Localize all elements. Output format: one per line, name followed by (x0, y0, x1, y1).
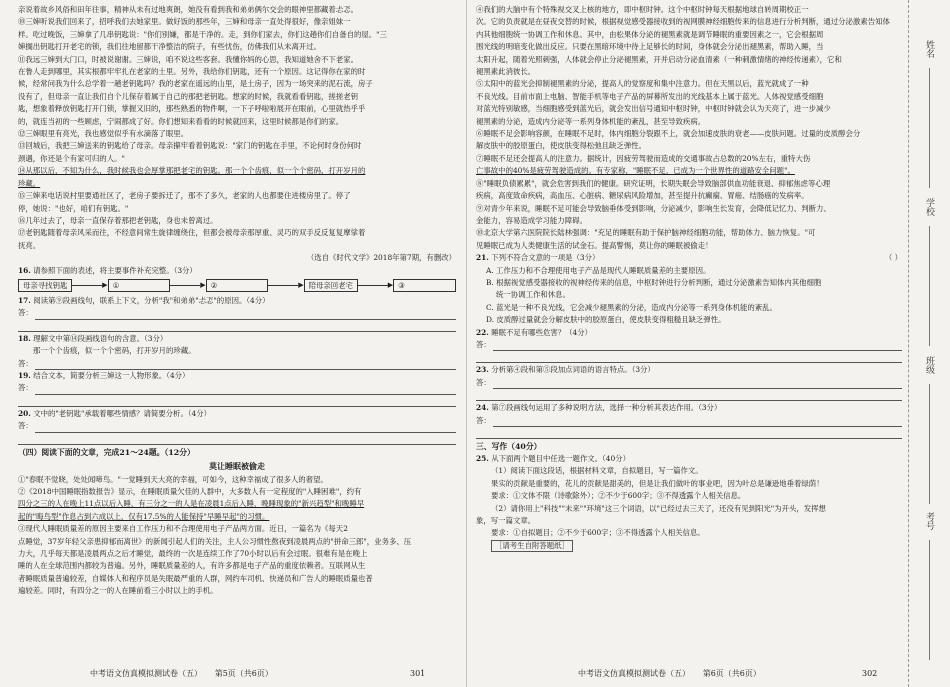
answer-line[interactable] (18, 358, 456, 370)
article-line: 金能力，容易造成学习能力障碍。 (476, 215, 587, 225)
question-number: 25. (476, 454, 489, 463)
answer-label: 答： (476, 415, 491, 425)
question-number: 21. (476, 253, 489, 263)
text-line: 匙，想象着释放钥匙打开门锁，掌握又旧的，那些熟悉的物件啊，一下子呼啦啦展开在眼前，心里就热乎乎 (18, 104, 366, 114)
article-line: 点睡觉，37岁年轻父亲患抑郁而离世》的新闻引起人们的关注，主人公习惯性熬夜到凌晨两点的"拼命三郎"，业务多、压 (18, 536, 412, 546)
question-18-text: 理解文中第⑭段画线语句的含意。（3分） (33, 333, 168, 343)
question-17-text: 阅读第⑨段画线句，联系上下文，分析"我"和弟弟"忐忑"的原因。（4分） (33, 295, 270, 305)
text-line: ⑪我远三婶到大门口，时被说谢谢。三婶说，咱不说这些客套。我懂你妈的心思，我知道她舍不下老家。 (18, 54, 358, 64)
text-line: 的，就连当初的一些顾虑，宁闹都成了好。你们想知来看看的时候就回来，这里时候都是你们的家。 (18, 116, 344, 126)
text-line: ⑯几年过去了，母亲一直保存着那把老钥匙，身也未曾离过。 (18, 215, 218, 225)
text-line: ⑬回城后，我把三婶送来的钥匙给了母亲。母亲攥牢看着钥匙说："家门的钥匙在手里，不论何时身份何时 (18, 141, 362, 151)
answer-line[interactable] (18, 382, 456, 394)
option-b[interactable]: B. 根据视觉感受器接收的视神经传来的信息，中枢时钟进行分析判断，通过分泌激素告知体内其他细胞 (486, 277, 822, 287)
question-25-text: 从下面两个题目中任选一题作文。（40分） (491, 454, 630, 463)
article-line: 睡的人在全球范围内都较为普遍。另外，睡眠质量差的人，有许多都是电子产品的重度依赖者。互联网从生 (18, 561, 366, 571)
article-line: 对蓝光特别敏感，当细胞感受到蓝光后，就会发出信号通知中枢时钟，中枢时钟就会认为天亮了，进一步减少 (476, 104, 831, 114)
article-line: 四分之三的人在晚上11点以后入睡，有三分之一的人是在凌晨1点后入睡，晚睡现象的"新兴趋型"和晚睡早 (18, 499, 365, 509)
article-title: 莫让睡眠被偷走 (209, 460, 265, 471)
arrow-icon: ▶ (170, 282, 205, 289)
answer-line[interactable] (476, 389, 902, 401)
question-number: 20. (18, 408, 31, 418)
article-line: 遍较差。同时，有四分之一的人在睡前看三小时以上的手机。 (18, 586, 218, 596)
question-16-text: 请参照下面的表述，将主要事件补充完整。（3分） (33, 265, 197, 275)
question-number: 22. (476, 327, 489, 337)
answer-line[interactable] (476, 415, 902, 427)
flow-blank-2[interactable]: ② (206, 279, 269, 292)
article-line: 褪黑素的分泌，造成内分泌等一系列身体机能的紊乱，甚至导致疾病。 (476, 116, 706, 126)
article-line: ⑨对青少年来说，睡眠不足可能会导致脑垂体受到影响，分泌减少，影响生长发育，会降低记忆力、判断力、 (476, 203, 831, 213)
quoted-sentence: 那一个个齿痕，似一个个密码，打开岁月的珍藏。 (33, 346, 196, 356)
flow-box-start: 母亲寻找钥匙 (18, 279, 72, 292)
flow-box-middle: 陪母亲回老宅 (304, 279, 358, 292)
arrow-icon: ▶ (72, 282, 107, 289)
answer-line[interactable] (18, 433, 456, 445)
article-line: ⑥睡眠不足会影响容颜，在睡眠不足时，体内细胞分裂跟不上，就会加速皮肤的衰老——皮肤问题。过量的皮质醇会分 (476, 129, 861, 139)
page-footer (90, 669, 273, 679)
class-field-label: 班级 (924, 356, 934, 374)
text-line: ⑰老钥匙随着母亲风采而往，不经意间常生旋律缠绕住，但都会被母亲那厚重、灵巧的双手反反复复摩挲着 (18, 228, 366, 238)
text-line: 在鲁人走到哪里，其实根都牢牢扎在老家的土里。另外，我给你们钥匙，还有一个原因。这记得你在家的时 (18, 67, 366, 77)
question-23-text: 分析第④段和第⑤段加点词语的语言特点。（3分） (491, 365, 655, 375)
article-line: 者睡眠质量普遍较差，自媒体人和程序员是失眠最严重的人群，网约车司机、快递员和广告人的睡眠质量也普 (18, 573, 373, 583)
footer-page: 第5页（共6页） (214, 669, 273, 678)
text-line: 颈遇，你还是个有家可归的人。" (18, 153, 125, 163)
underlined-line: 亡事故中的40%是疲劳驾驶造成的。有专家称，"睡眠不足，已成为一个世界性的道路安全问题"。 (476, 166, 795, 176)
text-line: ⑮三婶来电话说村里要通社区了，老房子要拆迁了，那不了多久，老家的人也都要住进楼房里了。停了 (18, 191, 351, 201)
article-line: 力大，几乎每天都是凌晨两点之后才睡觉，最终的一次是连续工作了70小时以后有会过眠。很难有是在晚上 (18, 549, 368, 559)
right-page (468, 0, 908, 687)
prompt-line: （1）阅读下面这段话，根据材料文章，自拟题目，写一篇作文。 (491, 466, 703, 476)
underlined-line: ⑭从那以后，不知为什么，我时候我也会厚掌那把老宅的钥匙。那一个个齿痕，似一个个密码，打开岁月的 (18, 166, 366, 176)
answer-paren[interactable]: （ ） (884, 253, 902, 263)
answer-label: 答： (18, 308, 33, 318)
exam-number-field[interactable] (929, 540, 930, 660)
arrow-icon: ▶ (358, 282, 393, 289)
prompt-line: 要求：①自拟题目；②不少于600字；③不得透露个人相关信息。 (491, 528, 705, 538)
text-line: 婶搁出钥匙打开老宅的锁，我们往地留都干净整洁的院子，有些忧伤，仿佛我们从未离开过。 (18, 42, 322, 52)
article-line: 解皮肤中的胶原蛋白，使皮肤变得松弛且缺乏弹性。 (476, 141, 646, 151)
article-line: ⑧"睡眠负债累累"，就会危害到我们的健康。研究证明，长期失眠会导致脑部供血功能衰退、抑郁焦虑等心理 (476, 178, 831, 188)
section-heading: （四）阅读下面的文章，完成21～24题。（12分） (18, 447, 195, 457)
page-number: 301 (410, 669, 426, 678)
footer-page: 第6页（共6页） (702, 669, 761, 678)
answer-label: 答： (18, 358, 33, 368)
article-line: 疾病，高度致命疾病，高血压、心脏病、糖尿病风险增加，甚至提升抗癫痫、胃癌、结肠癌的发病率。 (476, 191, 809, 201)
answer-line[interactable] (476, 351, 902, 363)
school-field-label: 学校 (924, 198, 934, 216)
underlined-line: 珍藏。 (18, 178, 41, 188)
answer-line[interactable] (18, 395, 456, 407)
class-field[interactable] (929, 384, 930, 504)
option-a[interactable]: A. 工作压力和不合理使用电子产品是现代人睡眠质量差的主要原因。 (486, 265, 711, 275)
article-line: ⑩北京大学第六医院院长陆林强调："充足的睡眠有助于保护脑神经细胞功能，帮助体力、脑力恢复。"可 (476, 228, 816, 238)
text-line: 候，经常问我为什么总学着一趟老钥匙吗？我的老家在遥远的山里，是土房子，因为一场突来的泥石流，房子 (18, 79, 373, 89)
answer-label: 答： (476, 377, 491, 387)
article-line: ③现代人睡眠质量差的原因主要来自工作压力和不合理使用电子产品两方面。近日，一篇名为《每天2 (18, 524, 348, 534)
article-line: 起的"晦鸟型"作息占到六成以上，仅有17.5%的人能保持"早睡早起"的习惯。 (18, 511, 270, 521)
question-number: 18. (18, 333, 31, 343)
article-line: ⑦睡眠不足还会提高人的注意力。据统计，因疲劳驾驶而造成的交通事故占总数的20%左右，重特大伤 (476, 153, 811, 163)
name-field[interactable] (929, 68, 930, 188)
prompt-line: 果实的贡献是重要的，花儿的贡献是甜美的，但是让我们做叶的事业吧，因为叶总是谦逊地垂着绿荫！ (491, 478, 824, 488)
article-line: ①"春眠不觉晓，处处闻啼鸟。"一觉睡到天大亮的幸福，可如今，这种幸福成了很多人的奢望。 (18, 474, 328, 484)
answer-label: 答： (476, 339, 491, 349)
question-22-text: 睡眠不足有哪些危害？（4分） (491, 327, 593, 337)
answer-line[interactable] (18, 307, 456, 319)
article-line: 内其他细胞统一协调工作和休息。其中，由松果体分泌的褪黑素就是调节睡眠的重要因素之一，它会根据周 (476, 29, 824, 39)
question-number: 23. (476, 365, 489, 375)
option-c[interactable]: C. 蓝光是一种不良光线，它会减少褪黑素的分泌，造成内分泌等一系列身体机能的紊乱。 (486, 302, 777, 312)
text-line: 抚亮。 (18, 240, 41, 250)
school-field[interactable] (929, 226, 930, 346)
question-21-text: 下列不符合文意的一项是（3分） (491, 253, 600, 263)
prompt-line: 象，写一篇文章。 (476, 516, 536, 526)
page-divider (466, 0, 467, 687)
arrow-icon: ▶ (268, 282, 303, 289)
prompt-line: （2）请你用上"科技""未来""环境"这三个词语，以"已经过去三天了，还没有见到阳光"为开头，发挥想 (491, 503, 826, 513)
article-line: 次。它的负责就是在昼夜交替的时候，根据视觉感受器接收到的视网膜神经细胞传来的信息进行分析判断，通过分泌激素告知体 (476, 17, 890, 27)
question-number: 19. (18, 370, 31, 380)
article-line: 围光线的明暗变化做出反应。只要在黑暗环境中待上足够长的时间，身体就会分泌出褪黑素，帮助入睡，当 (476, 42, 824, 52)
question-number: 16. (18, 265, 31, 275)
text-line: 停，她说："也好，咱们有钥匙。" (18, 203, 129, 213)
answer-label: 答： (18, 383, 33, 393)
text-line: 样。吃过晚饭，三婶拿了几串钥匙说："你们别嫌，都是干净的。走，到你们家去，你们这趟你们自备自的屋。"三 (18, 29, 387, 39)
answer-line[interactable] (476, 377, 902, 389)
article-line: 褪黑素此消彼长。 (476, 67, 536, 77)
page-number: 302 (862, 669, 878, 678)
flow-blank-1[interactable]: ① (108, 279, 171, 292)
name-field-label: 姓名 (924, 40, 934, 58)
text-line: 亲说着故乡风俗和田年往事，精神从未有过地爽朗，她没有看到我和弟弟俩尔交会的眼神里都藏着忐忑。 (18, 5, 358, 14)
question-19-text: 结合文本，简要分析三婶这一人物形象。（4分） (33, 370, 190, 380)
question-number: 24. (476, 403, 489, 413)
article-line: ②《2018中国睡眠指数报告》显示，在睡眠质量欠佳的人群中，大多数人有一定程度的"入睡困难"，约有 (18, 487, 362, 496)
text-line: ⑩三婶听说我们回来了，招呼我们去她家里。做好饭的那些年，三婶和母亲一直处得很好，像亲姐妹一 (18, 17, 351, 27)
exam-number-field-label: 考号 (924, 512, 934, 530)
answer-label: 答： (18, 421, 33, 431)
question-number: 17. (18, 295, 31, 305)
footer-title: 中考语文仿真模拟测试卷（五） (578, 669, 690, 678)
question-20-text: 文中的"老钥匙"承载着哪些情感？请简要分析。（4分） (33, 408, 212, 418)
binding-margin (908, 0, 950, 687)
source-citation: （选自《时代文学》2018年第7期，有删改） (306, 253, 456, 263)
article-line: ④我们的大脑中有个特殊视交叉上核的地方，即中枢时钟。这个中枢时钟每天根据地球自转周期校正一 (476, 5, 809, 14)
page-footer (578, 669, 761, 679)
story-paragraphs-top (18, 4, 456, 265)
article-line: 太阳升起，随着光照刺强，人体就会停止分泌褪黑素，开并启动分泌血清素（一种刺激情绪的神经传递素），它和 (476, 54, 842, 64)
option-b-continued: 统一协调工作和休息。 (496, 290, 570, 300)
answer-line[interactable] (18, 420, 456, 432)
text-line: ⑫三婶眼里有亮光，我也感觉似乎有水滴落了眼里。 (18, 129, 188, 139)
article-line: 不良光线。目前市面上电脑、智能手机等电子产品的屏幕所发出的光线基本上属于蓝光。人体视觉感受细胞 (476, 91, 824, 101)
section-heading: 三、写作（40分） (476, 442, 542, 451)
article-line: ⑤太阳中的蓝光会抑制褪黑素的分泌，提高人的觉察度和集中注意力。但在天黑以后，蓝光就成了一种 (476, 79, 809, 89)
question-24-text: 第⑦段画线句运用了多种说明方法，选择一种分析其表达作用。（3分） (491, 403, 722, 413)
answer-line[interactable] (476, 427, 902, 439)
option-d[interactable]: D. 皮质醇过量就会分解皮肤中的胶原蛋白，使皮肤变得粗糙且缺乏弹性。 (486, 315, 726, 325)
prompt-line: 要求：①文体不限（诗歌除外）；②不少于600字；③不得透露个人相关信息。 (491, 491, 746, 501)
left-page (0, 0, 466, 687)
answer-line[interactable] (18, 320, 456, 332)
answer-sheet-note: ［请考生自附答题纸］ (491, 540, 573, 552)
article-line: 见睡眠已成为人类健康生活的试金石。提高警惕，莫让你的睡眠被偷走！ (476, 240, 713, 250)
flow-blank-3[interactable]: ③ (393, 279, 456, 292)
footer-title: 中考语文仿真模拟测试卷（五） (90, 669, 202, 678)
event-flowchart (18, 279, 456, 293)
answer-line[interactable] (476, 339, 902, 351)
text-line: 没有了，但母亲一直让我们自个儿保存着属于自己的那把老钥匙。想家的时候，我就看看钥匙，搓搓老钥 (18, 91, 358, 101)
